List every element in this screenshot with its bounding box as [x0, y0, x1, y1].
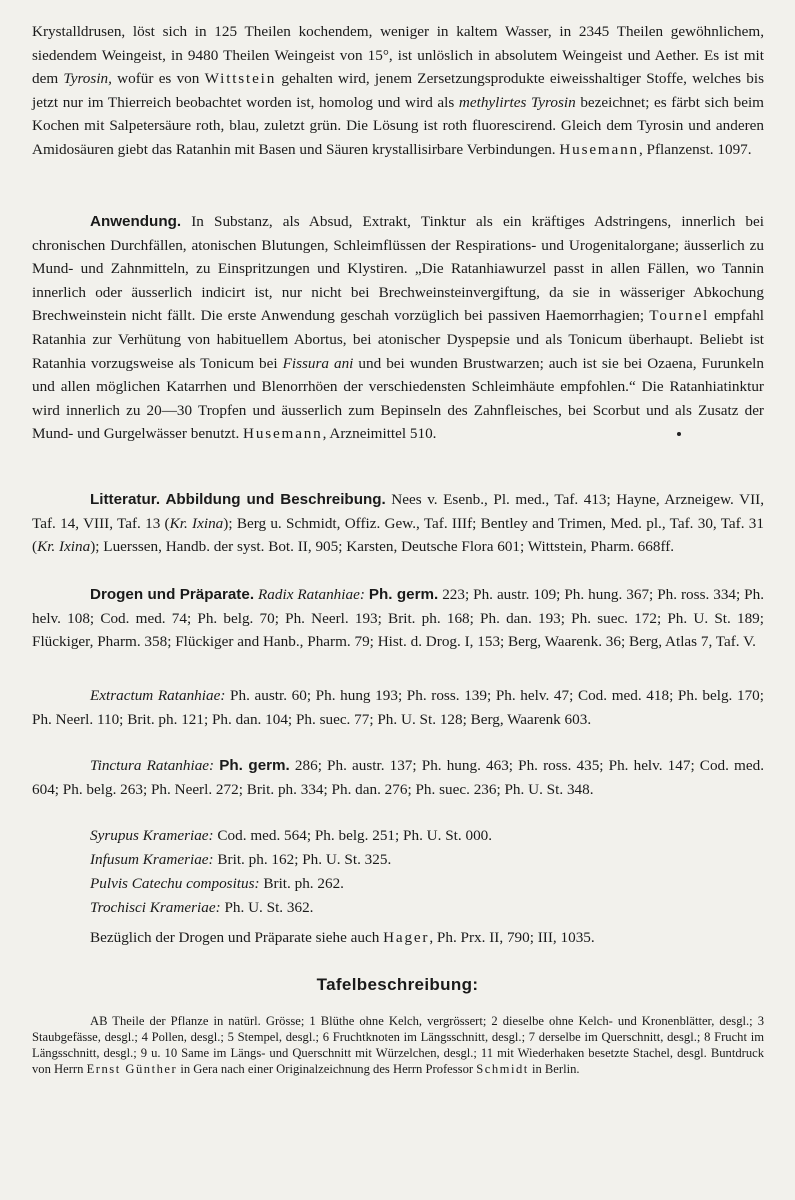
paragraph-extractum	[32, 684, 764, 731]
author-name: Husemann	[243, 425, 323, 443]
italic-run: Pulvis Catechu compositus:	[90, 875, 260, 892]
paragraph-drogen	[32, 583, 764, 654]
text-run: und bei wunden Brustwarzen; auch ist sie bei Ozaena, Furunkeln und allen möglichen Katarrhen und Blenorrhöen der verschiedensten Schleimhäute empfohlen.“ Die Ratanhiatinktur wird innerlich zu 20—30 Tropfen und äusserlich zum Bepinseln des Zahnfleisches, bei Scorbut und als Zusatz der Mund- und Gurgelwässer benutzt.	[32, 354, 764, 443]
text-run: wofür es von	[111, 70, 205, 88]
text-run: in Berlin.	[528, 1062, 580, 1076]
pharmacopoeia-ref: Ph. germ.	[368, 586, 439, 603]
text-run: , Arzneimittel 510.	[322, 425, 437, 443]
paragraph-infusum	[32, 848, 795, 872]
author-name: Hager	[383, 929, 430, 946]
text-run: Cod. med. 564; Ph. belg. 251; Ph. U. St. 000.	[213, 827, 493, 844]
italic-run: Radix Ratanhiae:	[258, 586, 365, 603]
text-run: Ph. austr. 60; Ph. hung 193; Ph. ross. 139; Ph. helv. 47; Cod. med. 418; Ph. belg. 170; Ph. Neerl. 110; Brit. ph. 121; Ph. dan. 104; Ph. suec. 77; Ph. U. St. 128; Berg, Waarenk 603.	[32, 687, 764, 728]
text-run: Brit. ph. 262.	[259, 875, 344, 892]
tafel-title: Tafelbeschreibung:	[316, 975, 479, 994]
italic-run: Kr. Ixina	[169, 514, 224, 532]
italic-run: Trochisci Krameriae:	[90, 899, 221, 916]
paragraph-pulvis	[32, 872, 795, 896]
paragraph-trochisci	[32, 896, 795, 920]
italic-run: methylirtes Tyrosin	[458, 93, 576, 111]
text-run: Nees v. Esenb., Pl. med., Taf. 413; Hayne, Arzneigew. VII, Taf. 14, VIII, Taf. 13 (	[32, 491, 764, 532]
author-name: Ernst Günther	[86, 1062, 178, 1076]
stray-dot	[677, 432, 681, 436]
text-run: ); Luerssen, Handb. der syst. Bot. II, 905; Karsten, Deutsche Flora 601; Wittstein, Pharm. 668ff.	[90, 538, 675, 556]
italic-run: Extractum Ratanhiae:	[90, 687, 226, 704]
italic-run: Infusum Krameriae:	[90, 851, 214, 868]
text-run: 223; Ph. austr. 109; Ph. hung. 367; Ph. ross. 334; Ph. helv. 108; Cod. med. 74; Ph. belg. 70; Ph. Neerl. 193; Brit. ph. 168; Ph. dan. 193; Ph. suec. 172; Ph. U. St. 189; Flückiger, Pharm. 358; Flückiger and Hanb., Pharm. 79; Hist. d. Drog. I, 153; Berg, Waarenk. 36; Berg, Atlas 7, Taf. V.	[32, 586, 765, 651]
paragraph-bezueglich	[32, 926, 795, 950]
paragraph-litteratur	[32, 488, 764, 559]
author-name: Tournel	[649, 307, 710, 325]
text-run: ); Berg u. Schmidt, Offiz. Gew., Taf. IIIf; Bentley and Trimen, Med. pl., Taf. 30, Taf. 31 (	[32, 514, 764, 556]
text-run: Krystalldrusen, löst sich in 125 Theilen kochendem, weniger in kaltem Wasser, in 2345 Theilen gewöhnlichem, siedendem Weingeist, in 9480 Theilen Weingeist von 15°, ist unlöslich in absolutem Weingeist und Aether. Es ist mit dem	[32, 23, 764, 88]
italic-run: Kr. Ixina	[37, 538, 91, 556]
text-run: 286; Ph. austr. 137; Ph. hung. 463; Ph. ross. 435; Ph. helv. 147; Cod. med. 604; Ph. belg. 263; Ph. Neerl. 272; Brit. ph. 334; Ph. dan. 276; Ph. suec. 236; Ph. U. St. 348.	[32, 757, 764, 798]
italic-run: Syrupus Krameriae:	[90, 827, 214, 844]
paragraph-anwendung	[32, 210, 764, 446]
author-name: Wittstein	[204, 70, 277, 88]
italic-run: Tinctura Ratanhiae:	[90, 757, 215, 774]
tafel-description	[32, 1013, 764, 1077]
paragraph-tinctura	[32, 754, 764, 801]
text-run: Bezüglich der Drogen und Präparate siehe auch	[90, 929, 384, 946]
text-run: Ph. U. St. 362.	[220, 899, 314, 916]
text-run: , Pflanzenst. 1097.	[638, 140, 752, 158]
text-run: , Ph. Prx. II, 790; III, 1035.	[429, 929, 595, 946]
italic-run: Fissura ani	[282, 354, 354, 372]
text-run: bezeichnet; es färbt sich beim Kochen mit Salpetersäure roth, blau, zuletzt grün. Die Lösung ist roth fluorescirend. Gleich dem Tyrosin und anderen Amidosäuren giebt das Ratanhin mit Basen und Säuren krystallisirbare Verbindungen.	[32, 93, 764, 158]
text-run: in Gera nach einer Originalzeichnung des Herrn Professor	[177, 1062, 477, 1076]
author-name: Husemann	[559, 140, 639, 158]
author-name: Schmidt	[476, 1062, 529, 1076]
italic-run: Tyrosin,	[63, 70, 112, 88]
text-run: Brit. ph. 162; Ph. U. St. 325.	[213, 851, 392, 868]
text-run: AB Theile der Pflanze in natürl. Grösse; 1 Blüthe ohne Kelch, vergrössert; 2 dieselbe ohne Kelch- und Kronenblätter, desgl.; 3 Staubgefässe, desgl.; 4 Pollen, desgl.; 5 Stempel, desgl.; 6 Fruchtknoten im Längsschnitt, desgl.; 7 derselbe im Querschnitt, desgl.; 8 Frucht im Längsschnitt, desgl.; 9 u. 10 Same im Längs- und Querschnitt mit Würzelchen, desgl.; 11 mit Wiederhaken besetzte Stachel, desgl. Buntdruck von Herrn	[32, 1014, 764, 1076]
section-heading: Drogen und Präparate.	[90, 586, 255, 603]
text-run: In Substanz, als Absud, Extrakt, Tinktur als ein kräftiges Adstringens, innerlich bei chronischen Durchfällen, atonischen Blutungen, Schleimflüssen der Respirations- und Urogenitalorgane; äusserlich zu Mund- und Zahnmitteln, zu Einspritzungen und Klystiren. „Die Ratanhiawurzel passt in allen Fällen, wo Tannin innerlich oder äusserlich indicirt ist, nur nicht bei Brechweinsteinvergiftung, da sie in wässeriger Abkochung Brechweinstein nicht fällt. Die erste Anwendung geschah vorzüglich bei passiven Haemorrhagien;	[32, 213, 764, 325]
section-heading: Litteratur. Abbildung und Beschreibung.	[90, 491, 386, 508]
section-heading: Anwendung.	[90, 213, 182, 230]
paragraph-ratanhin	[32, 20, 764, 162]
paragraph-syrupus	[32, 824, 795, 848]
pharmacopoeia-ref: Ph. germ.	[219, 757, 290, 774]
text-run: empfahl Ratanhia zur Verhütung von habituellem Abortus, bei atonischer Dyspepsie und als Tonicum überhaupt. Beliebt ist Ratanhia vorzugsweise als Tonicum bei	[32, 307, 765, 372]
text-run: gehalten wird, jenem Zersetzungsprodukte eiweisshaltiger Stoffe, welches bis jetzt nur im Thierreich beobachtet worden ist, homolog und wird als	[32, 70, 765, 111]
